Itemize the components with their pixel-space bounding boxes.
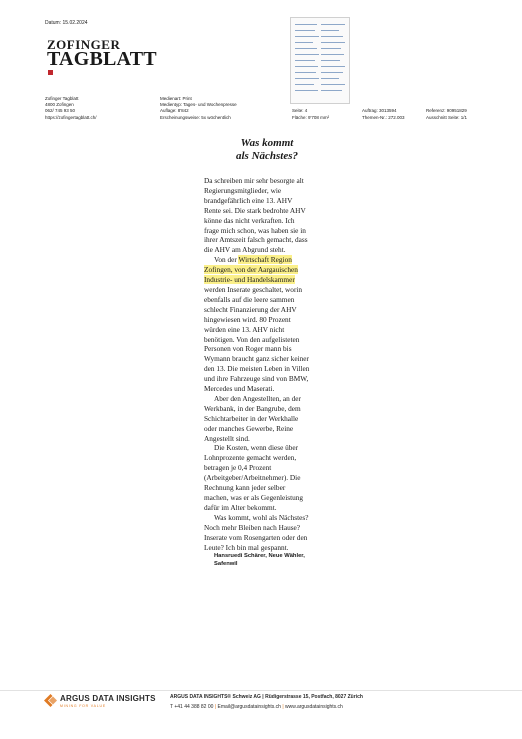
highlighted-text: Wirtschaft Region Zofingen, von der Aargauischen Industrie- und Handelskammer [204, 255, 298, 285]
article-headline [222, 137, 312, 163]
article-paragraph-2-pre: Von der [214, 255, 239, 265]
meta-circulation: Auflage: 8'842 [160, 108, 189, 114]
meta-order-number: Auftrag: 3013594 [362, 108, 397, 114]
meta-frequency: Erscheinungsweise: 5x wöchentlich [160, 114, 231, 120]
meta-media-type: Medienart: Print [160, 96, 192, 101]
article-signature-place: Safenwil [214, 561, 238, 568]
article-body [204, 176, 310, 568]
footer-divider [0, 690, 522, 691]
meta-topic-number: Themen-Nr.: 272.003 [362, 114, 405, 120]
meta-publisher-city: 4800 Zofingen [45, 102, 74, 108]
article-paragraph-5: Was kommt, wohl als Nächstes? Noch mehr Bleiben nach Hause? Inserate vom Rosengarten oder den Leute? Ich bin mal gespannt. [204, 512, 309, 552]
article-paragraph-2 [204, 255, 310, 394]
meta-page-number: Seite: 4 [292, 108, 308, 114]
footer-separator-1: | [213, 704, 218, 710]
meta-area: Fläche: 9'708 mm² [292, 114, 330, 120]
meta-page [292, 96, 329, 121]
footer-address: ARGUS DATA INSIGHTS® Schweiz AG | Rüdigerstrasse 15, Postfach, 8027 Zürich [170, 694, 363, 700]
footer-phone: T +41 44 388 82 00 [170, 704, 214, 710]
meta-reference [426, 96, 467, 121]
argus-logo-icon [44, 694, 57, 707]
article-paragraph-1: Da schreiben mir sehr besorgte alt Regierungsmitglieder, wie brandgefährlich eine 13. AHV Rente sei. Die stark bedrohte AHV könne das nicht verkraften. Ich frage mich schon, was haben sie in ihrer Amtszeit falsch gemacht, dass die AHV am Abgrund steht. [204, 176, 308, 255]
newspaper-logo-line2: TAGBLATT [47, 48, 157, 70]
meta-publisher [45, 96, 97, 121]
meta-order [362, 96, 405, 121]
article-paragraph-4: Die Kosten, wenn diese über Lohnprozente gemacht werden, betragen je 0,4 Prozent (Arbeitgeber/Arbeitnehmer). Die Rechnung kann jeder selber machen, was er als Gegenleistung dafür im Alter bekommt. [204, 443, 304, 512]
meta-publisher-url: https://zofingertagblatt.ch/ [45, 114, 97, 120]
footer-brand: ARGUS DATA INSIGHTS [60, 694, 156, 703]
meta-media-category: Medientyp: Tages- und Wochenpresse [160, 102, 237, 108]
footer-email-link[interactable]: Email@argusdatainsights.ch [217, 704, 281, 710]
article-paragraph-2-post: werden Inserate geschaltet, worin ebenfalls auf die leere sammen schlecht Finanzierung der AHV hingewiesen wird. 80 Prozent würden eine 13. AHV nicht benötigen. Von den aufgelisteten Personen von Roger mann bis Wymann braucht ganz sicher keiner den 13. Die meisten Leben in Villen und ihre Fahrzeuge sind von BMW, Mercedes und Maserati. [204, 284, 310, 394]
meta-reference-number: Referenz: 90951829 [426, 108, 467, 114]
meta-publisher-phone: 062/ 745 93 50 [45, 108, 76, 114]
document-date: Datum: 15.02.2024 [45, 20, 88, 26]
article-paragraph-3: Aber den Angestellten, an der Werkbank, in der Bangrube, dem Schichtarbeiter in der Werkhalle oder manches Gewerbe, Reine Angestellt sind. [204, 393, 301, 443]
footer-separator-2: | [280, 704, 286, 710]
meta-media [160, 96, 237, 121]
newspaper-logo-line1: ZOFINGER [47, 37, 121, 52]
logo-emblem-icon [48, 70, 53, 75]
article-signature-name: Hansruedi Schärer, Neue Wähler, [214, 553, 305, 560]
headline-line1: Was kommt [240, 137, 294, 149]
page-thumbnail [290, 17, 350, 104]
meta-publisher-name: Zofinger Tagblatt [45, 96, 79, 101]
footer-website-link[interactable]: www.argusdatainsights.ch [285, 704, 343, 710]
meta-clip-page: Ausschnitt Seite: 1/1 [426, 114, 468, 120]
footer-contact [170, 704, 343, 710]
footer-brand-tagline: MINING FOR VALUE [60, 704, 106, 708]
headline-line2: als Nächstes? [235, 150, 299, 162]
